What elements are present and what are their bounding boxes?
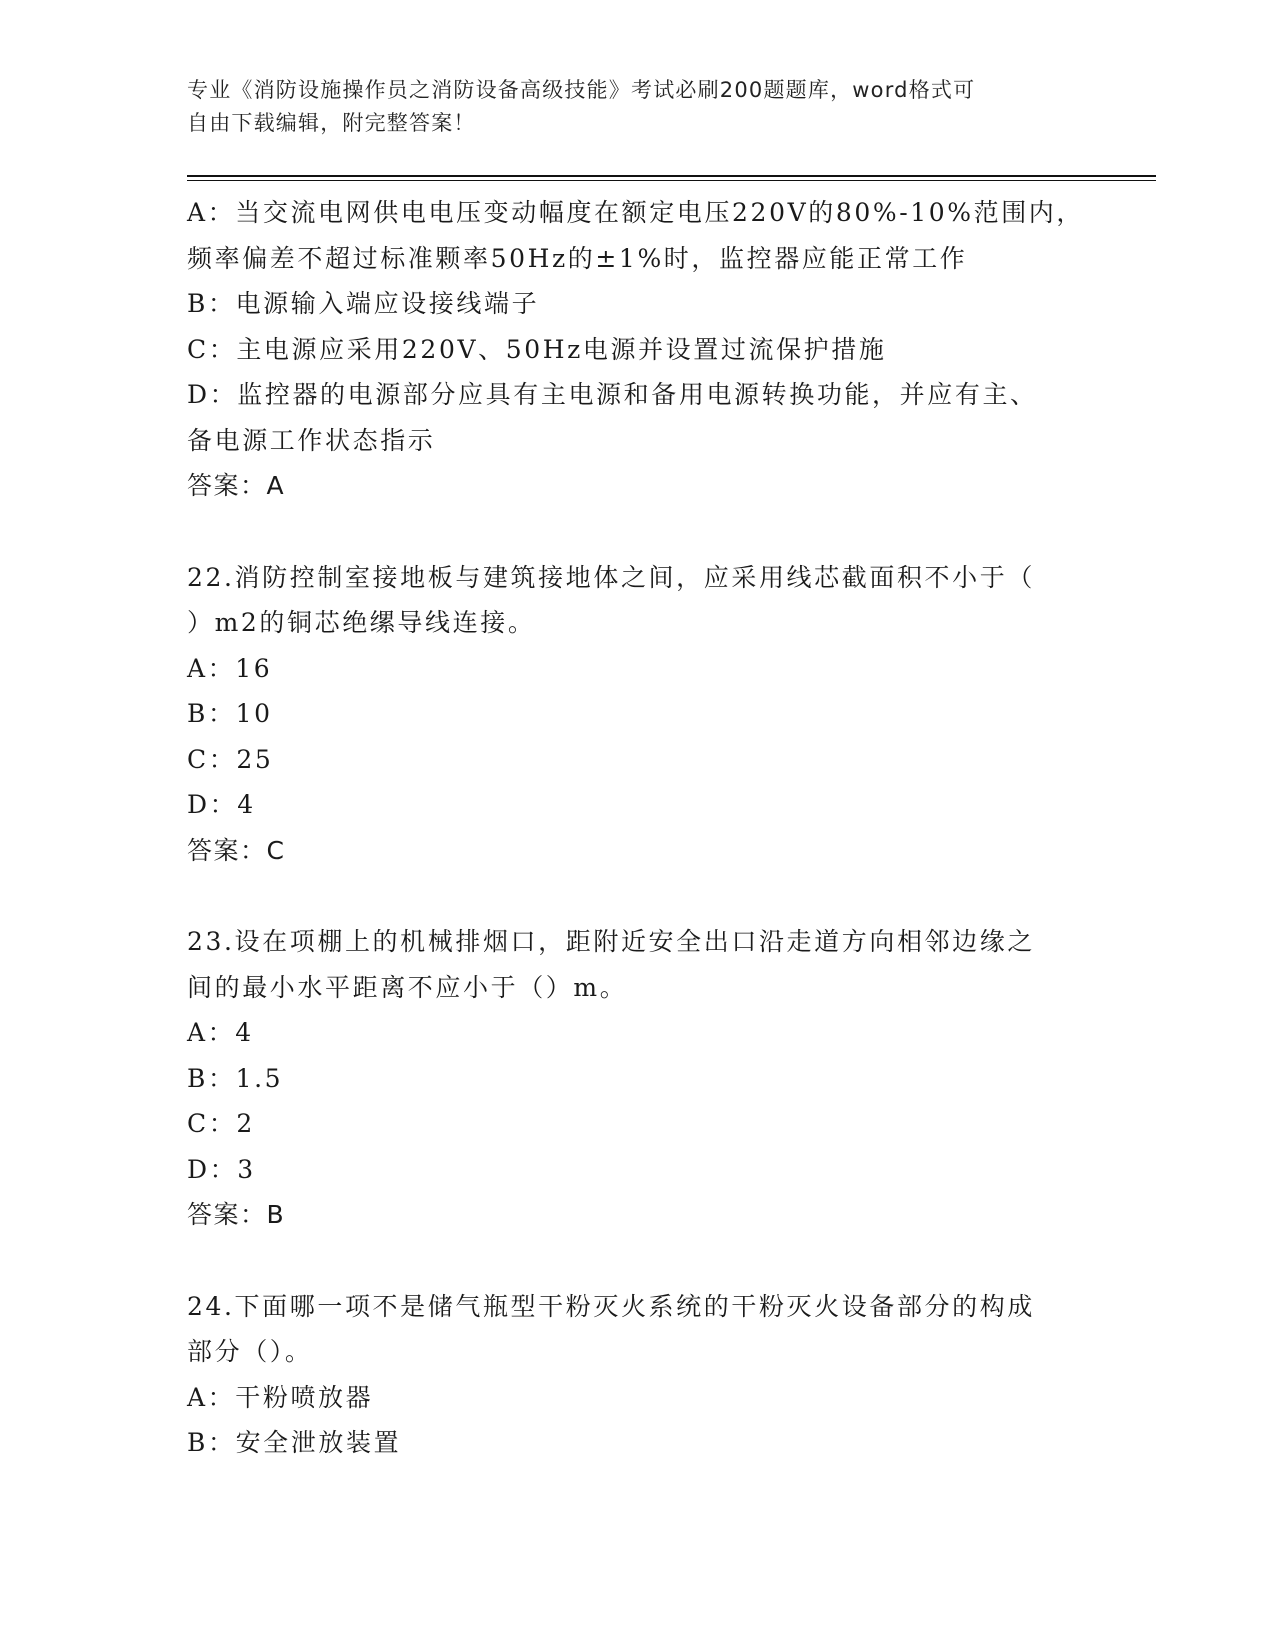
answer: 答案：B (187, 1200, 286, 1229)
question-block-22 (187, 555, 1087, 874)
option-b: B：安全泄放装置 (187, 1428, 402, 1457)
question-block-prev (187, 190, 1087, 509)
question-stem-line-2: 间的最小水平距离不应小于（）m。 (187, 972, 628, 1002)
option-d-line-1: D：监控器的电源部分应具有主电源和备用电源转换功能，并应有主、 (187, 380, 1038, 409)
option-b: B：1.5 (187, 1063, 284, 1093)
option-c: C：主电源应采用220V、50Hz电源并设置过流保护措施 (187, 334, 887, 364)
question-stem-line-2: 部分（）。 (187, 1337, 313, 1366)
header-divider-thick (187, 175, 1156, 177)
question-block-23 (187, 919, 1087, 1238)
option-d: D：4 (187, 790, 256, 819)
option-d: D：3 (187, 1154, 256, 1184)
answer: 答案：C (187, 835, 286, 865)
option-a-line-2: 频率偏差不超过标准颗率50Hz的±1%时，监控器应能正常工作 (187, 243, 968, 273)
header-line-1: 专业《消防设施操作员之消防设备高级技能》考试必刷200题题库，word格式可 (187, 78, 976, 102)
question-stem-line-2: ）m2的铜芯绝缧导线连接。 (187, 608, 536, 637)
question-list (187, 190, 1087, 1466)
option-d-line-2: 备电源工作状态指示 (187, 425, 436, 455)
spacer (187, 873, 1087, 919)
question-stem-line-1: 24.下面哪一项不是储气瓶型干粉灭火系统的干粉灭火设备部分的构成 (187, 1291, 1035, 1321)
answer: 答案：A (187, 471, 286, 500)
question-stem-line-1: 22.消防控制室接地板与建筑接地体之间，应采用线芯截面积不小于（ (187, 562, 1035, 592)
document-header (187, 74, 1087, 140)
question-stem-line-1: 23.设在项棚上的机械排烟口，距附近安全出口沿走道方向相邻边缘之 (187, 927, 1035, 956)
option-a-line-1: A：当交流电网供电电压变动幅度在额定电压220V的80%-10%范围内， (187, 198, 1085, 227)
option-c: C：25 (187, 744, 274, 774)
option-b: B：电源输入端应设接线端子 (187, 289, 540, 318)
spacer (187, 1238, 1087, 1284)
question-block-24 (187, 1284, 1087, 1466)
option-c: C：2 (187, 1109, 255, 1138)
option-a: A：16 (187, 653, 273, 683)
option-a: A：干粉喷放器 (187, 1382, 374, 1412)
spacer (187, 509, 1087, 555)
header-line-2: 自由下载编辑，附完整答案！ (187, 111, 476, 135)
option-a: A：4 (187, 1018, 254, 1047)
header-divider-thin (187, 180, 1156, 181)
option-b: B：10 (187, 699, 273, 728)
